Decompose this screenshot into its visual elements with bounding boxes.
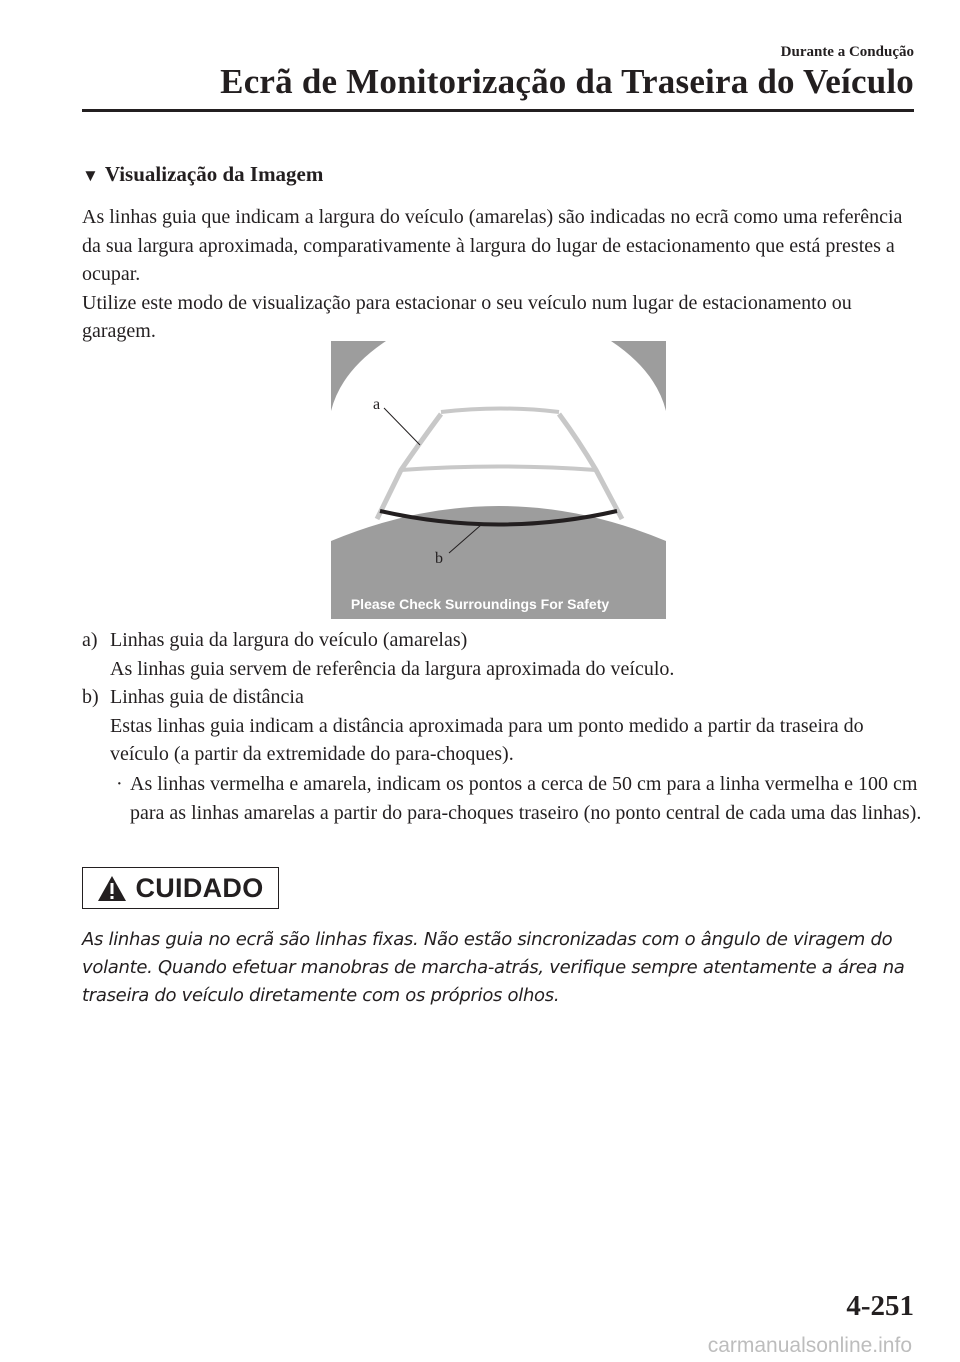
caution-text: As linhas guia no ecrã são linhas fixas. Não estão sincronizadas com o ângulo de viragem do volante. Quando efetuar manobras de marcha-atrás, verifique sempre atentamente a área na traseira do veículo diretamente com os próprios olhos. xyxy=(82,929,905,1006)
legend-desc-b: Estas linhas guia indicam a distância aproximada para um ponto medido a partir da traseira do veículo (a partir da extremidade do para-choques). xyxy=(110,714,864,765)
caution-label: CUIDADO xyxy=(135,872,264,903)
intro-paragraph-2: Utilize este modo de visualização para estacionar o seu veículo num lugar de estacionamento ou garagem. xyxy=(82,291,852,342)
warning-triangle-icon xyxy=(97,875,127,902)
legend-desc-a: As linhas guia servem de referência da largura aproximada do veículo. xyxy=(110,657,675,680)
page-title: Ecrã de Monitorização da Traseira do Veículo xyxy=(220,62,914,101)
legend-item-b xyxy=(82,683,922,769)
page-number: 4-251 xyxy=(846,1290,914,1322)
section-heading xyxy=(82,162,323,187)
legend-marker-a: a) xyxy=(82,629,98,651)
legend-item-a xyxy=(82,626,922,683)
header-kicker: Durante a Condução xyxy=(780,44,914,60)
screen-safety-message: Please Check Surroundings For Safety xyxy=(350,596,610,612)
caution-box xyxy=(82,867,279,909)
label-a: a xyxy=(373,396,381,413)
distance-note xyxy=(116,770,930,827)
rear-camera-figure xyxy=(331,341,666,619)
triangle-down-icon: ▼ xyxy=(82,166,99,185)
intro-paragraph-1: As linhas guia que indicam a largura do veículo (amarelas) são indicadas no ecrã como uma referência da sua largura aproximada, comparativamente à largura do lugar de estacionamento que está prestes a ocupar. xyxy=(82,206,903,285)
legend xyxy=(82,626,922,769)
watermark: carmanualsonline.info xyxy=(707,1334,912,1357)
section-heading-text: Visualização da Imagem xyxy=(104,162,324,186)
legend-title-a: Linhas guia da largura do veículo (amarelas) xyxy=(110,629,468,651)
intro-text xyxy=(82,203,922,346)
legend-marker-b: b) xyxy=(82,686,99,708)
note-text: As linhas vermelha e amarela, indicam os pontos a cerca de 50 cm para a linha vermelha e 100 cm para as linhas amarelas a partir do para-choques traseiro (no ponto central de cada uma das linhas). xyxy=(130,773,922,824)
note-bullet: · xyxy=(116,773,123,795)
rear-camera-screen-svg xyxy=(331,341,666,619)
legend-title-b: Linhas guia de distância xyxy=(110,686,304,708)
label-b: b xyxy=(435,550,443,567)
header-rule xyxy=(82,109,914,112)
